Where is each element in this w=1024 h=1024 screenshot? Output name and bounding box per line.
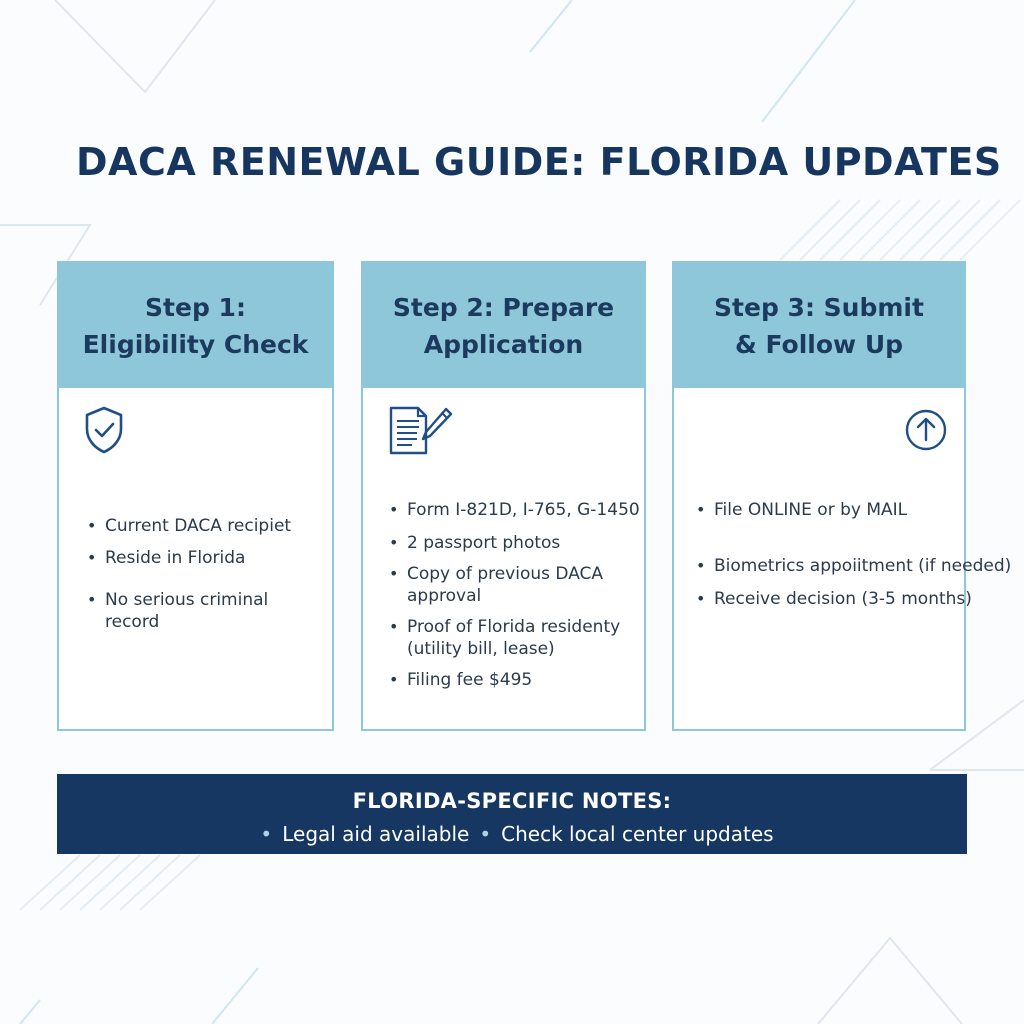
arrow-up-circle-icon	[904, 408, 948, 452]
list-item: • No serious criminal record	[87, 590, 269, 632]
step-item-list	[389, 499, 649, 700]
list-item: • File ONLINE or by MAIL	[696, 500, 908, 520]
notes-item-list	[57, 821, 967, 847]
list-item: • Receive decision (3-5 months)	[696, 589, 972, 609]
step-heading-line2: & Follow Up	[734, 329, 904, 359]
step-item-list	[87, 515, 327, 643]
step-heading-line2: Eligibility Check	[82, 329, 309, 359]
step-heading-line1: Step 1:	[145, 292, 246, 322]
list-item: • 2 passport photos	[389, 533, 561, 553]
list-item: • Biometrics appoiitment (if needed)	[696, 556, 1012, 576]
list-item: • Current DACA recipiet	[87, 516, 292, 536]
step-card-prepare	[361, 261, 646, 731]
bullet-icon: •	[479, 822, 492, 846]
step-card-header	[674, 263, 964, 388]
step-heading-line1: Step 2: Prepare	[392, 292, 615, 322]
notes-heading: FLORIDA-SPECIFIC NOTES:	[352, 789, 672, 813]
florida-notes-banner	[57, 774, 967, 854]
bullet-icon: •	[260, 822, 273, 846]
page-title: DACA RENEWAL GUIDE: FLORIDA UPDATES	[76, 140, 1002, 184]
step-card-submit	[672, 261, 1012, 731]
list-item: • Filing fee $495	[389, 670, 533, 690]
step-card-eligibility	[57, 261, 334, 731]
list-item: • Form I-821D, I-765, G-1450	[389, 500, 640, 520]
notes-item: Legal aid available	[282, 822, 470, 846]
step-card-header	[59, 263, 332, 388]
notes-item: Check local center updates	[501, 822, 774, 846]
step-heading-line1: Step 3: Submit	[714, 292, 924, 322]
list-item: • Reside in Florida	[87, 548, 246, 568]
step-item-list	[696, 499, 1012, 621]
shield-check-icon	[83, 405, 125, 455]
document-pen-icon	[388, 405, 454, 457]
list-item: • Copy of previous DACA approval	[389, 564, 604, 606]
list-item: • Proof of Florida residenty (utility bill, lease)	[389, 617, 621, 659]
step-heading-line2: Application	[423, 329, 584, 359]
step-card-header	[363, 263, 644, 388]
